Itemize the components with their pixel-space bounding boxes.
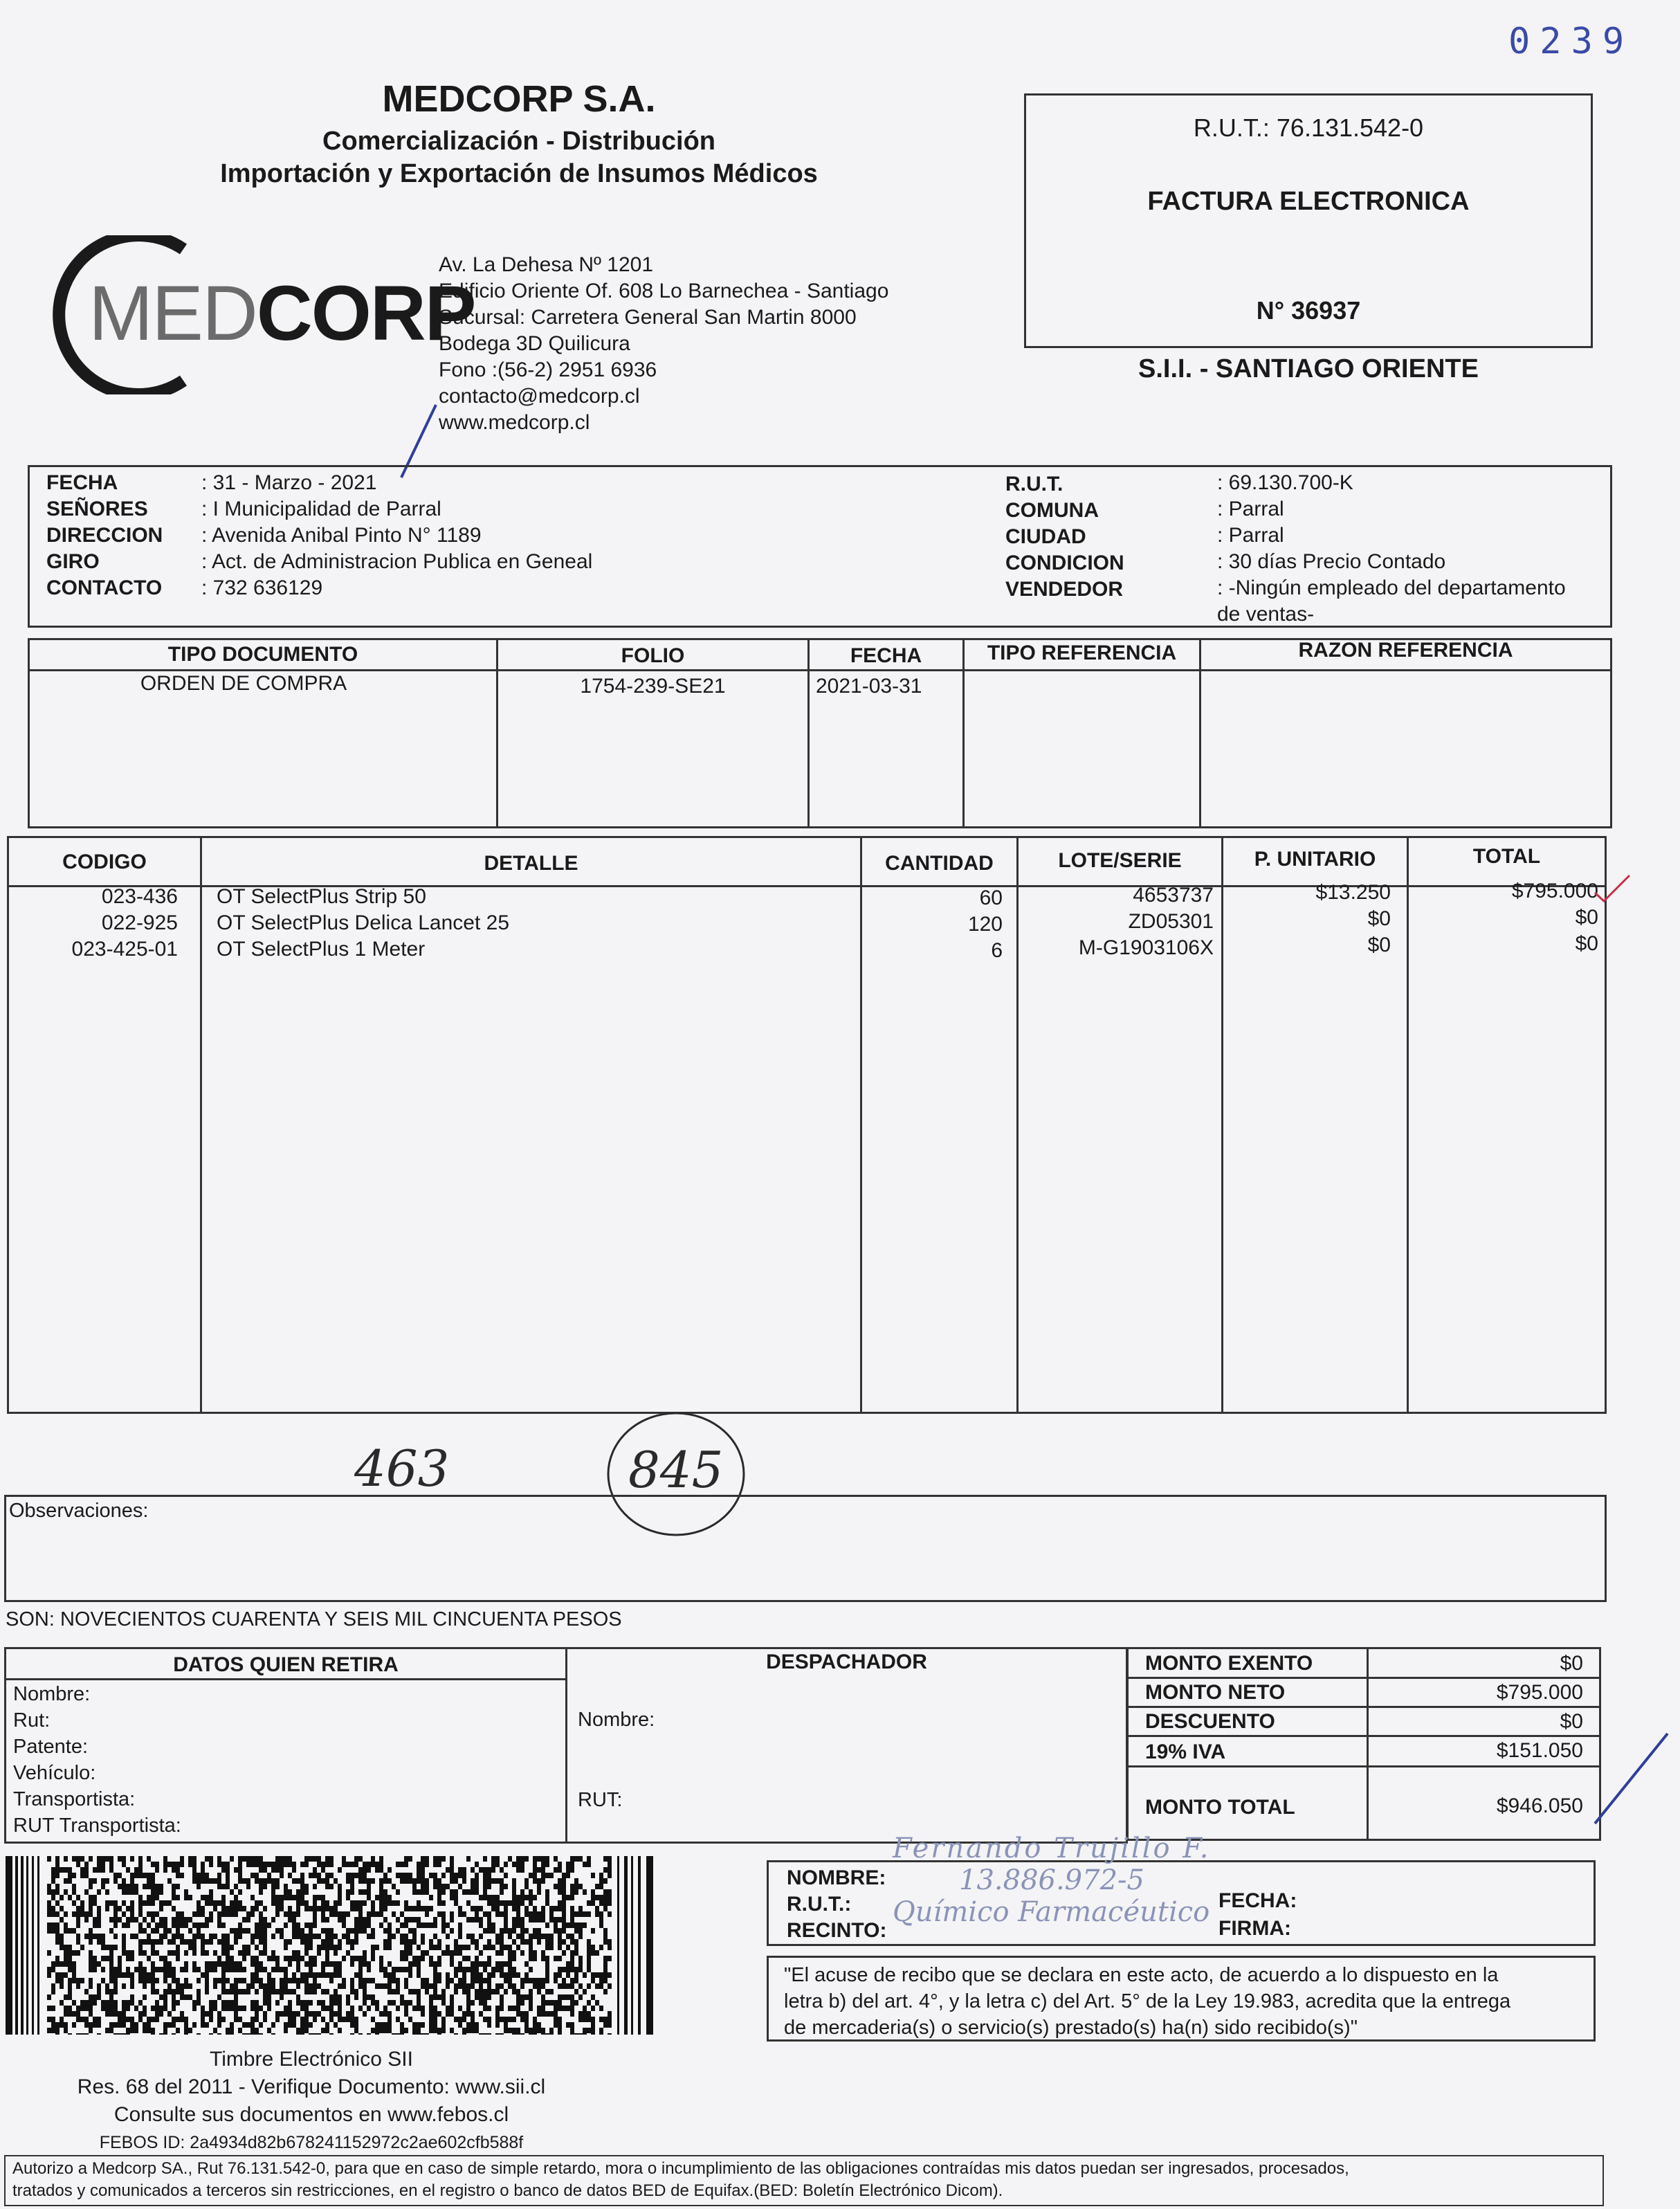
value-condicion: : 30 días Precio Contado	[1217, 550, 1446, 573]
value-monto-neto: $795.000	[1496, 1681, 1583, 1704]
item-lote: ZD05301	[1128, 910, 1214, 933]
value-descuento: $0	[1560, 1710, 1583, 1733]
logo-text-med: MED	[89, 270, 257, 356]
retira-rut: Rut:	[13, 1709, 51, 1731]
receipt-right-labels	[1218, 1887, 1297, 1943]
acuse-line: letra b) del art. 4°, y la letra c) del Art. 5° de la Ley 19.983, acredita que la entrega	[784, 1990, 1511, 2012]
value-comuna: : Parral	[1217, 498, 1284, 520]
despachador-nombre: Nombre:	[578, 1709, 655, 1731]
despachador-rut: RUT:	[578, 1789, 623, 1811]
ref-header-folio: FOLIO	[621, 644, 685, 667]
value-direccion: : Avenida Anibal Pinto N° 1189	[201, 524, 482, 547]
logo-text-corp: CORP	[256, 270, 475, 356]
label-contacto: CONTACTO	[46, 576, 163, 599]
value-monto-total: $946.050	[1496, 1794, 1583, 1817]
value-contacto: : 732 636129	[201, 576, 323, 599]
address-line: Av. La Dehesa Nº 1201	[439, 253, 654, 276]
item-p-unitario: $0	[1367, 934, 1391, 956]
item-total: $0	[1575, 932, 1598, 955]
address-website: www.medcorp.cl	[439, 411, 590, 434]
value-rut: : 69.130.700-K	[1217, 471, 1353, 494]
footer-authorization	[4, 2155, 1604, 2206]
label-vendedor: VENDEDOR	[1005, 578, 1124, 601]
retira-patente: Patente:	[13, 1736, 89, 1758]
value-vendedor-cont: de ventas-	[1217, 603, 1315, 626]
value-fecha: : 31 - Marzo - 2021	[201, 471, 377, 494]
receipt-firma: FIRMA:	[1218, 1917, 1291, 1940]
pdf417-barcode	[6, 1856, 653, 2035]
reference-table	[28, 638, 1612, 828]
ref-fecha: 2021-03-31	[816, 675, 922, 698]
client-left-values	[201, 470, 592, 601]
footer-text	[12, 2158, 1349, 2202]
client-right-labels	[1005, 471, 1124, 603]
company-name: MEDCORP S.A.	[382, 78, 656, 120]
item-codigo: 023-436	[101, 885, 178, 908]
receipt-rut: R.U.T.:	[787, 1893, 852, 1916]
address-line: Fono :(56-2) 2951 6936	[439, 358, 657, 381]
label-descuento: DESCUENTO	[1145, 1710, 1275, 1733]
stamp-rut: 13.886.972-5	[959, 1864, 1144, 1896]
handwritten-note-463: 463	[354, 1439, 450, 1498]
label-giro: GIRO	[46, 550, 100, 573]
retira-title: DATOS QUIEN RETIRA	[173, 1653, 399, 1676]
ref-tipo-documento: ORDEN DE COMPRA	[140, 672, 347, 695]
observaciones-label: Observaciones:	[9, 1500, 149, 1522]
item-cantidad: 120	[967, 913, 1003, 936]
label-rut: R.U.T.	[1005, 473, 1063, 496]
items-header-codigo: CODIGO	[62, 851, 147, 873]
item-codigo: 023-425-01	[71, 938, 178, 961]
footer-line: tratados y comunicados a terceros sin restricciones, en el registro o banco de datos BED de Equifax.(BED: Boletín Electrónico Dicom).	[12, 2181, 1003, 2200]
totals-box	[1126, 1647, 1601, 1841]
label-comuna: COMUNA	[1005, 499, 1099, 522]
retira-fields	[13, 1681, 181, 1839]
item-total: $0	[1575, 906, 1598, 929]
item-detalle: OT SelectPlus Delica Lancet 25	[217, 911, 510, 934]
item-p-unitario: $13.250	[1315, 881, 1391, 904]
stamp-name: Fernando Trujillo F.	[893, 1833, 1211, 1864]
acuse-box	[767, 1956, 1596, 2042]
item-codigo: 022-925	[101, 911, 178, 934]
ref-header-tipo-referencia: TIPO REFERENCIA	[987, 642, 1177, 664]
despachador-title: DESPACHADOR	[766, 1651, 927, 1673]
value-vendedor: : -Ningún empleado del departamento	[1217, 576, 1566, 599]
ref-header-fecha: FECHA	[850, 644, 922, 667]
items-header-lote-serie: LOTE/SERIE	[1058, 849, 1182, 872]
receipt-left-labels	[787, 1865, 886, 1944]
company-line2: Importación y Exportación de Insumos Médicos	[220, 159, 818, 188]
timbre-block	[0, 2046, 623, 2156]
ref-header-tipo-documento: TIPO DOCUMENTO	[167, 643, 358, 666]
address-line: Sucursal: Carretera General San Martin 8000	[439, 306, 857, 329]
acuse-line: "El acuse de recibo que se declara en este acto, de acuerdo a lo dispuesto en la	[784, 1964, 1499, 1986]
receipt-nombre: NOMBRE:	[787, 1866, 886, 1889]
items-table	[7, 836, 1607, 1414]
medcorp-logo	[48, 235, 475, 394]
red-check-icon	[1591, 872, 1633, 907]
item-detalle: OT SelectPlus Strip 50	[217, 885, 426, 908]
acuse-line: de mercaderia(s) o servicio(s) prestado(s) ha(n) sido recibido(s)"	[784, 2017, 1358, 2039]
item-cantidad: 60	[979, 887, 1003, 909]
sii-office: S.I.I. - SANTIAGO ORIENTE	[1138, 354, 1479, 383]
footer-line: Autorizo a Medcorp SA., Rut 76.131.542-0, para que en caso de simple retardo, mora o incumplimiento de las obligaciones contraídas mis datos puedan ser ingresados, procesados,	[12, 2159, 1349, 2178]
label-condicion: CONDICION	[1005, 552, 1124, 574]
label-monto-exento: MONTO EXENTO	[1145, 1652, 1313, 1675]
label-iva: 19% IVA	[1145, 1740, 1226, 1763]
client-left-labels	[46, 470, 163, 601]
invoice-box	[1024, 93, 1593, 348]
pen-check-icon	[1591, 1730, 1674, 1834]
timbre-title: Timbre Electrónico SII	[210, 2048, 413, 2071]
item-lote: M-G1903106X	[1078, 936, 1214, 959]
label-direccion: DIRECCION	[46, 524, 163, 547]
items-header-p-unitario: P. UNITARIO	[1254, 848, 1376, 871]
value-iva: $151.050	[1496, 1739, 1583, 1762]
label-monto-total: MONTO TOTAL	[1145, 1796, 1295, 1819]
value-senores: : I Municipalidad de Parral	[201, 498, 441, 520]
ref-header-razon-referencia: RAZON REFERENCIA	[1298, 639, 1513, 662]
dispatch-box	[4, 1647, 1128, 1844]
value-monto-exento: $0	[1560, 1652, 1583, 1675]
observaciones-box	[4, 1495, 1607, 1602]
retira-transportista: Transportista:	[13, 1788, 136, 1810]
handwritten-note-845: 845	[628, 1441, 724, 1499]
company-rut: R.U.T.: 76.131.542-0	[1193, 113, 1424, 142]
items-header-total: TOTAL	[1472, 845, 1541, 868]
client-info-box	[28, 465, 1612, 628]
address-line: Edificio Oriente Of. 608 Lo Barnechea - Santiago	[439, 280, 889, 302]
timbre-febos-id: FEBOS ID: 2a4934d82b678241152972c2ae602cfb588f	[99, 2133, 524, 2152]
value-ciudad: : Parral	[1217, 524, 1284, 547]
address-line: Bodega 3D Quilicura	[439, 332, 630, 355]
acuse-text	[784, 1962, 1510, 2041]
items-header-detalle: DETALLE	[484, 852, 578, 875]
receipt-recinto: RECINTO:	[787, 1919, 887, 1942]
document-type: FACTURA ELECTRONICA	[1147, 187, 1470, 216]
label-senores: SEÑORES	[46, 498, 148, 520]
address-email: contacto@medcorp.cl	[439, 385, 640, 408]
value-giro: : Act. de Administracion Publica en Geneal	[201, 550, 593, 573]
item-cantidad: 6	[991, 939, 1003, 962]
timbre-resolution: Res. 68 del 2011 - Verifique Documento: www.sii.cl	[77, 2075, 546, 2098]
company-line1: Comercialización - Distribución	[322, 127, 715, 156]
amount-in-words: SON: NOVECIENTOS CUARENTA Y SEIS MIL CINCUENTA PESOS	[6, 1608, 622, 1630]
invoice-number: N° 36937	[1256, 296, 1361, 325]
handwritten-page-number: 0239	[1508, 21, 1634, 62]
item-lote: 4653737	[1133, 884, 1214, 907]
company-address	[439, 252, 888, 436]
label-monto-neto: MONTO NETO	[1145, 1681, 1286, 1704]
retira-vehiculo: Vehículo:	[13, 1762, 96, 1784]
label-ciudad: CIUDAD	[1005, 525, 1086, 548]
stamp-title: Químico Farmacéutico	[893, 1896, 1210, 1928]
ref-folio: 1754-239-SE21	[580, 675, 726, 698]
timbre-febos: Consulte sus documentos en www.febos.cl	[113, 2103, 509, 2126]
retira-rut-transportista: RUT Transportista:	[13, 1815, 181, 1837]
item-total: $795.000	[1511, 880, 1598, 902]
retira-nombre: Nombre:	[13, 1683, 91, 1705]
item-detalle: OT SelectPlus 1 Meter	[217, 938, 426, 961]
label-fecha: FECHA	[46, 471, 118, 494]
pharmacist-stamp	[893, 1833, 1211, 1928]
item-p-unitario: $0	[1367, 907, 1391, 930]
items-header-cantidad: CANTIDAD	[885, 852, 994, 875]
client-right-values	[1217, 470, 1566, 628]
receipt-fecha: FECHA:	[1218, 1889, 1297, 1912]
barcode-icon	[6, 1856, 653, 2035]
